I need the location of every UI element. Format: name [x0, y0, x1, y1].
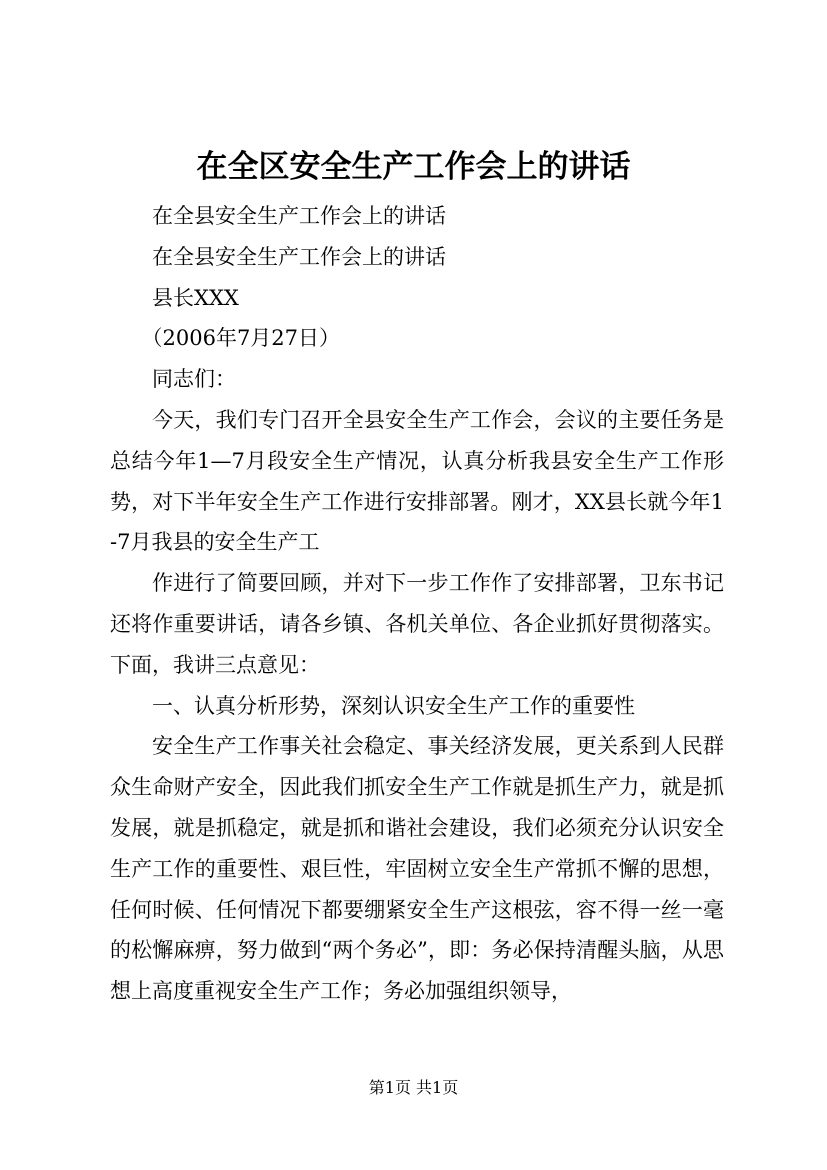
paragraph-subtitle-1: 在全县安全生产工作会上的讲话: [152, 204, 446, 228]
paragraph-intro: 今天，我们专门召开全县安全生产工作会，会议的主要任务是总结今年1—7月段安全生产情况，认真分析我县安全生产工作形势，对下半年安全生产工作进行安排部署。刚才，XX县长就今年1-7月我县的安全生产工: [110, 407, 724, 555]
paragraph-speaker: 县长XXX: [152, 285, 239, 310]
paragraph-section-1: 安全生产工作事关社会稳定、事关经济发展，更关系到人民群众生命财产安全，因此我们抓安全生产工作就是抓生产力，就是抓发展，就是抓稳定，就是抓和谐社会建设，我们必须充分认识安全生产工作的重要性、艰巨性，牢固树立安全生产常抓不懈的思想，任何时候、任何情况下都要绷紧安全生产这根弦，容不得一丝一毫的松懈麻痹，努力做到“两个务必”，即：务必保持清醒头脑，从思想上高度重视安全生产工作；务必加强组织领导，: [110, 734, 724, 1004]
document-title: 在全区安全生产工作会上的讲话: [196, 149, 631, 185]
paragraph-subtitle-2: 在全县安全生产工作会上的讲话: [152, 244, 446, 269]
section-heading-1: 一、认真分析形势，深刻认识安全生产工作的重要性: [152, 693, 635, 718]
paragraph-date: （2006年7月27日）: [141, 326, 341, 351]
paragraph-intro-continued: 作进行了简要回顾，并对下一步工作作了安排部署，卫东书记还将作重要讲话，请各乡镇、各机关单位、各企业抓好贯彻落实。下面，我讲三点意见：: [110, 571, 724, 677]
document-body: [110, 196, 724, 1012]
page-number-footer: 第1页 共1页: [368, 1078, 459, 1097]
paragraph-salutation: 同志们：: [152, 367, 236, 392]
